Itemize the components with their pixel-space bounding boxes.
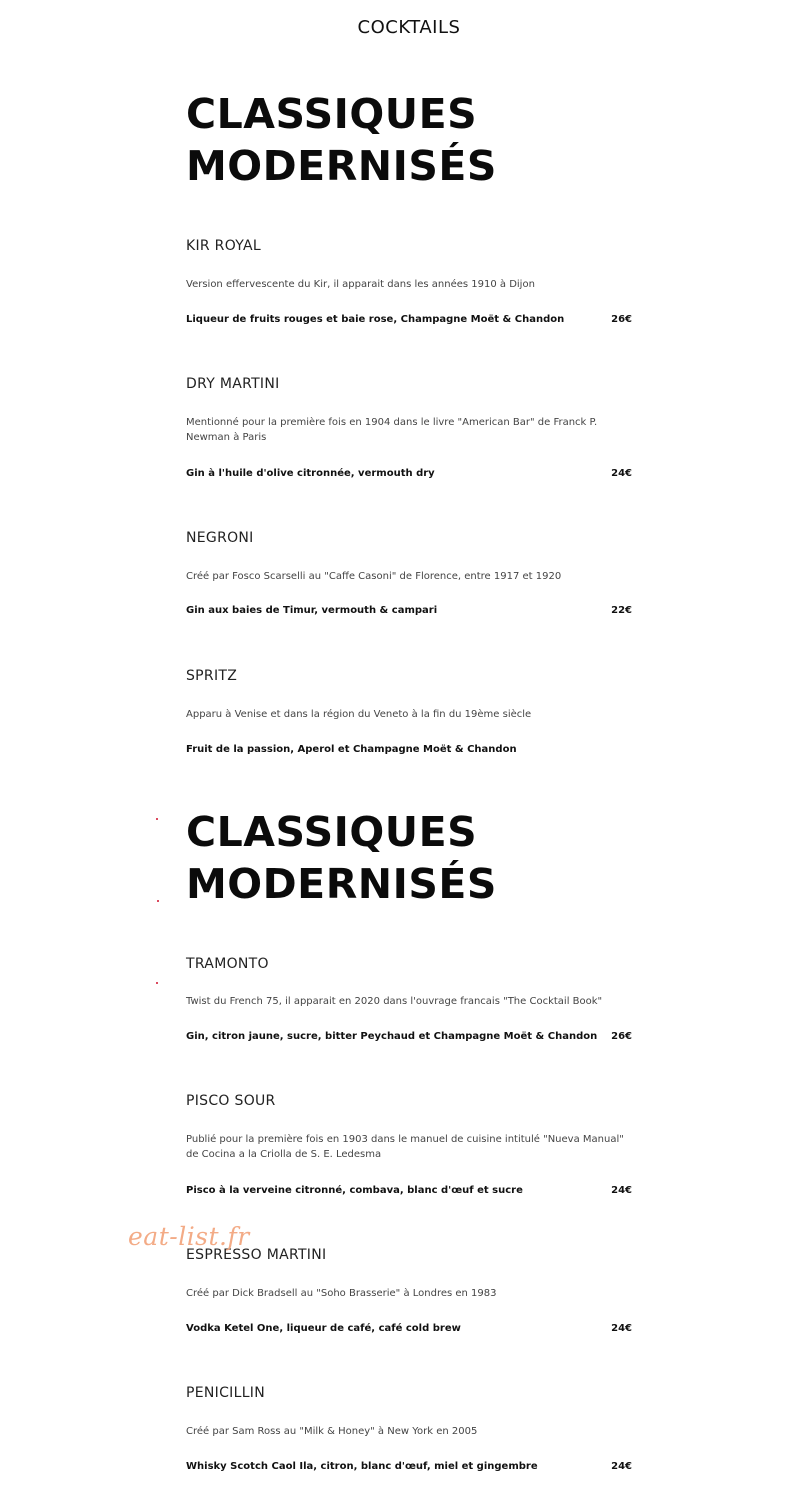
menu-item-kir-royal: [186, 236, 632, 325]
menu-item-dry-martini: [186, 374, 632, 479]
item-ingredients: Gin à l'huile d'olive citronnée, vermouth dry: [186, 468, 435, 479]
item-description: Twist du French 75, il apparait en 2020 dans l'ouvrage francais "The Cocktail Book": [186, 996, 603, 1007]
item-ingredients: Vodka Ketel One, liqueur de café, café cold brew: [186, 1323, 461, 1334]
item-ingredients: Liqueur de fruits rouges et baie rose, Champagne Moët & Chandon: [186, 314, 565, 325]
item-line: [186, 1184, 632, 1198]
item-name: SPRITZ: [186, 668, 238, 684]
item-line: [186, 313, 632, 327]
item-price: 26€: [611, 314, 632, 325]
item-line: [186, 1322, 632, 1336]
menu-item-spritz: [186, 666, 632, 755]
item-description: Créé par Fosco Scarselli au "Caffe Casoni" de Florence, entre 1917 et 1920: [186, 571, 562, 582]
item-name: ESPRESSO MARTINI: [186, 1247, 327, 1263]
decorative-dot: [156, 818, 158, 820]
section-title: CLASSIQUES MODERNISÉS: [186, 90, 497, 190]
item-line: [186, 1030, 632, 1044]
item-price: 24€: [611, 468, 632, 479]
item-line: [186, 604, 632, 618]
item-ingredients: Gin aux baies de Timur, vermouth & campari: [186, 605, 438, 616]
item-name: KIR ROYAL: [186, 238, 262, 254]
item-ingredients: Gin, citron jaune, sucre, bitter Peychaud et Champagne Moët & Chandon: [186, 1031, 598, 1042]
item-description: Mentionné pour la première fois en 1904 dans le livre "American Bar" de Franck P. Newman à Paris: [186, 417, 598, 443]
item-price: 24€: [611, 1323, 632, 1334]
item-name: DRY MARTINI: [186, 376, 280, 392]
page-title: COCKTAILS: [357, 17, 461, 38]
section-title: CLASSIQUES MODERNISÉS: [186, 808, 497, 908]
menu-item-pisco-sour: [186, 1091, 632, 1196]
item-price: 26€: [611, 1031, 632, 1042]
item-name: NEGRONI: [186, 530, 254, 546]
section-title-2-wrapper: [186, 806, 632, 910]
decorative-dot: [156, 982, 158, 984]
item-name: TRAMONTO: [186, 956, 269, 972]
menu-item-espresso-martini: [186, 1245, 632, 1334]
item-price: 22€: [611, 605, 632, 616]
item-line: [186, 1460, 632, 1474]
item-description: Créé par Dick Bradsell au "Soho Brasserie" à Londres en 1983: [186, 1288, 497, 1299]
menu-item-tramonto: [186, 954, 632, 1042]
item-ingredients: Whisky Scotch Caol Ila, citron, blanc d'œuf, miel et gingembre: [186, 1461, 538, 1472]
item-price: 24€: [611, 1185, 632, 1196]
menu-item-penicillin: [186, 1383, 632, 1472]
item-line: [186, 743, 632, 757]
watermark-logo: eat-list.fr: [128, 1222, 250, 1251]
decorative-dot: [157, 900, 159, 902]
item-description: Publié pour la première fois en 1903 dans le manuel de cuisine intitulé "Nueva Manual" de Cocina a la Criolla de S. E. Ledesma: [186, 1134, 624, 1160]
item-price: 24€: [611, 1461, 632, 1472]
item-line: [186, 467, 632, 481]
section-title-1-wrapper: [186, 88, 632, 192]
item-name: PISCO SOUR: [186, 1093, 276, 1109]
item-description: Version effervescente du Kir, il apparait dans les années 1910 à Dijon: [186, 279, 535, 290]
item-name: PENICILLIN: [186, 1385, 265, 1401]
item-ingredients: Pisco à la verveine citronné, combava, blanc d'œuf et sucre: [186, 1185, 523, 1196]
item-ingredients: Fruit de la passion, Aperol et Champagne Moët & Chandon: [186, 744, 517, 755]
item-description: Créé par Sam Ross au "Milk & Honey" à New York en 2005: [186, 1426, 478, 1437]
menu-item-negroni: [186, 528, 632, 616]
item-description: Apparu à Venise et dans la région du Veneto à la fin du 19ème siècle: [186, 709, 532, 720]
